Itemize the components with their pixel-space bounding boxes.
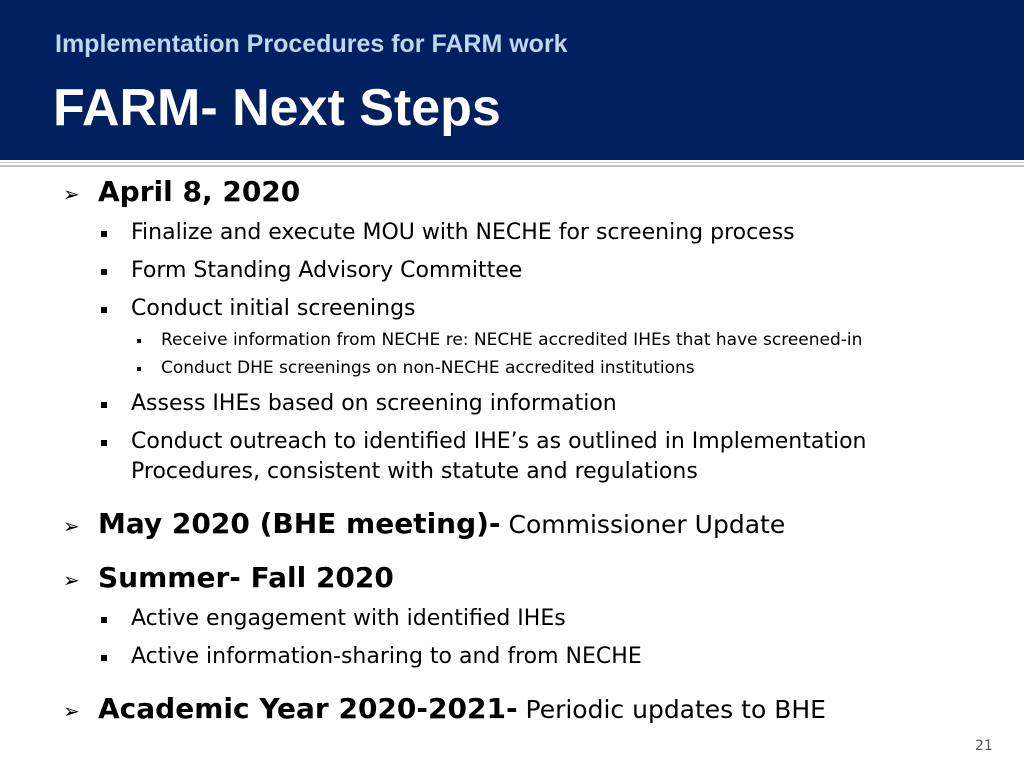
list-item-text: Active information-sharing to and from NECHE: [131, 644, 642, 669]
date-detail: Periodic updates to BHE: [517, 695, 826, 724]
page-number: 21: [975, 738, 993, 754]
slide-title: FARM- Next Steps: [53, 79, 501, 137]
small-square-bullet-icon: [137, 367, 141, 371]
list-item-text: Finalize and execute MOU with NECHE for screening process: [131, 220, 795, 245]
list-item-text: [98, 507, 785, 540]
square-bullet-icon: [101, 307, 107, 313]
square-bullet-icon: [101, 402, 107, 408]
list-item-text: Active engagement with identified IHEs: [131, 606, 566, 631]
date-heading: Summer- Fall 2020: [98, 561, 394, 594]
square-bullet-icon: [101, 269, 107, 275]
list-item-text: Assess IHEs based on screening information: [131, 391, 617, 416]
date-detail: Commissioner Update: [500, 510, 786, 539]
list-item-text: Conduct DHE screenings on non-NECHE accredited institutions: [161, 358, 695, 378]
square-bullet-icon: [101, 617, 107, 623]
square-bullet-icon: [101, 655, 107, 661]
arrow-bullet-icon: ➢: [63, 514, 80, 538]
small-square-bullet-icon: [137, 339, 141, 343]
list-item-text: [98, 692, 826, 725]
list-item-text: Conduct initial screenings: [131, 296, 416, 321]
arrow-bullet-icon: ➢: [63, 699, 80, 723]
square-bullet-icon: [101, 231, 107, 237]
date-heading: May 2020 (BHE meeting)-: [98, 507, 501, 540]
list-item-text: Procedures, consistent with statute and regulations: [131, 459, 698, 484]
list-item-text: Form Standing Advisory Committee: [131, 258, 523, 283]
slide-subtitle: Implementation Procedures for FARM work: [55, 30, 568, 58]
date-heading: April 8, 2020: [98, 175, 301, 208]
list-item-text: Conduct outreach to identified IHE’s as outlined in Implementation: [131, 429, 867, 454]
date-heading: Academic Year 2020-2021-: [98, 692, 518, 725]
arrow-bullet-icon: ➢: [63, 182, 80, 206]
arrow-bullet-icon: ➢: [63, 568, 80, 592]
list-item-text: Receive information from NECHE re: NECHE accredited IHEs that have screened-in: [161, 330, 863, 350]
square-bullet-icon: [101, 440, 107, 446]
